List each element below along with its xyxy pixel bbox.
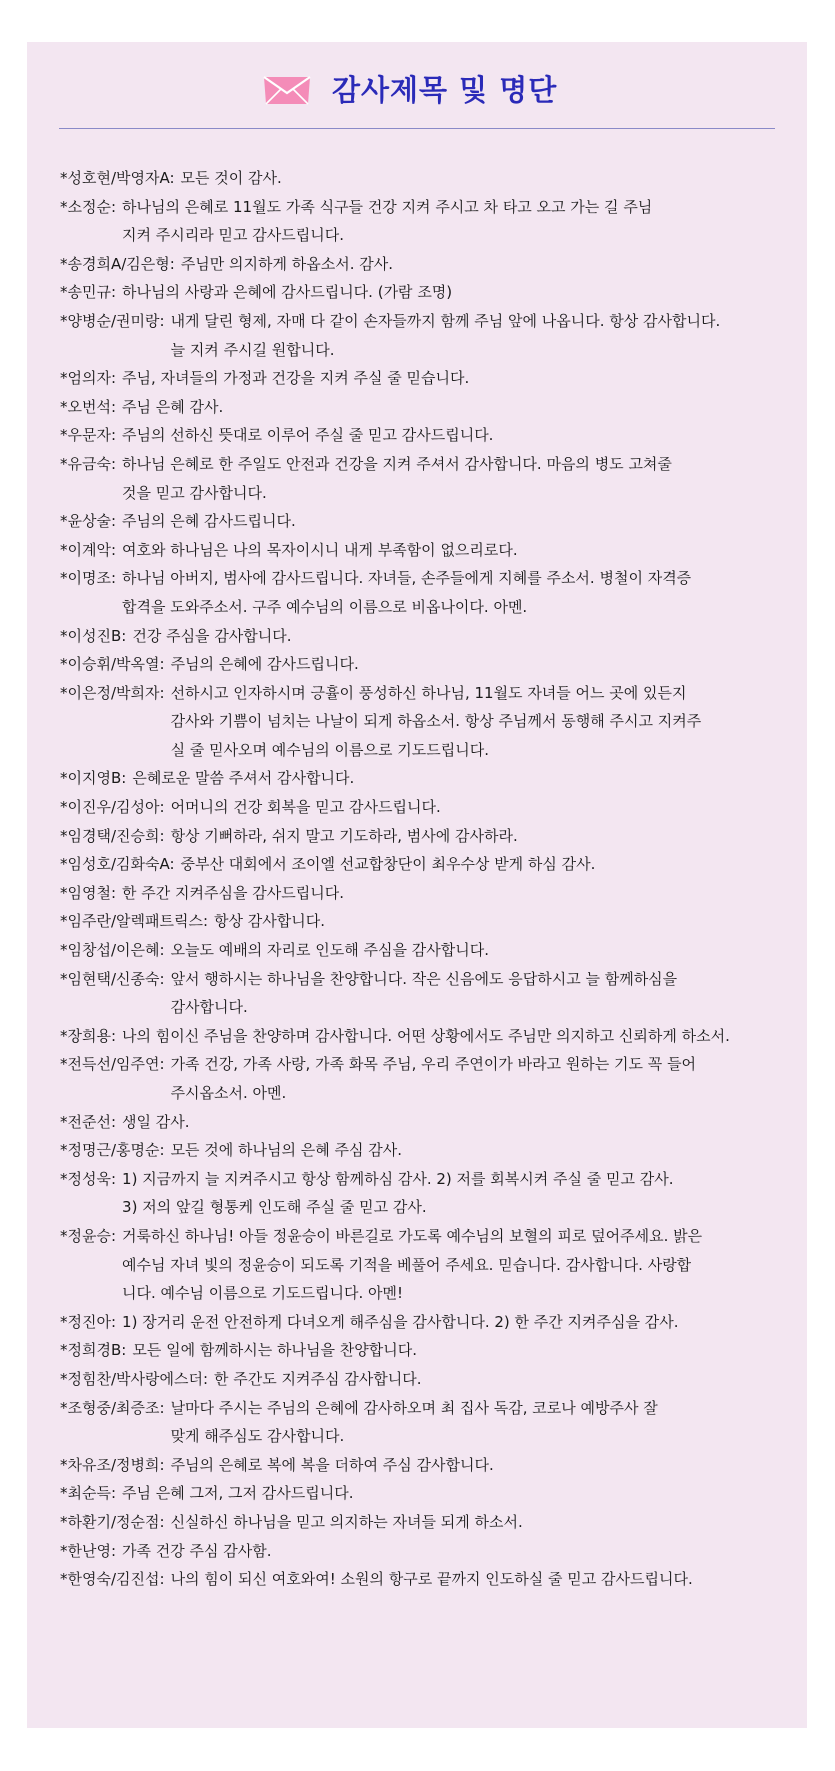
entry-name: *전득선/임주연: bbox=[60, 1055, 165, 1074]
entry-text: 하나님의 사랑과 은혜에 감사드립니다. (가람 조명) bbox=[122, 283, 453, 302]
entry-text: 앞서 행하시는 하나님을 찬양합니다. 작은 신음에도 응답하시고 늘 함께하심을 bbox=[170, 969, 678, 988]
list-item bbox=[60, 278, 776, 307]
entry-text: 합격을 도와주소서. 구주 예수님의 이름으로 비옵나이다. 아멘. bbox=[122, 597, 528, 616]
entry-name: *장희용: bbox=[60, 1026, 117, 1045]
list-item bbox=[60, 1136, 776, 1165]
entry-name: *이은정/박희자: bbox=[60, 683, 165, 702]
entry-text: 나의 힘이 되신 여호와여! 소원의 항구로 끝까지 인도하실 줄 믿고 감사드립니다. bbox=[170, 1570, 693, 1589]
entry-text: 내게 달린 형제, 자매 다 같이 손자들까지 함께 주님 앞에 나옵니다. 항상 감사합니다. bbox=[170, 311, 721, 330]
entry-name: *송경희A/김은형: bbox=[60, 254, 175, 273]
entry-text: 주님 은혜 감사. bbox=[122, 397, 224, 416]
entry-name: *이계악: bbox=[60, 540, 117, 559]
list-item bbox=[60, 307, 776, 364]
entry-text: 여호와 하나님은 나의 목자이시니 내게 부족함이 없으리로다. bbox=[122, 540, 518, 559]
entry-text: 실 줄 믿사오며 예수님의 이름으로 기도드립니다. bbox=[170, 740, 489, 759]
list-item bbox=[60, 822, 776, 851]
entry-text: 3) 저의 앞길 형통케 인도해 주실 줄 믿고 감사. bbox=[122, 1198, 427, 1217]
entry-name: *정진아: bbox=[60, 1312, 117, 1331]
entry-text: 1) 지금까지 늘 지켜주시고 항상 함께하심 감사. 2) 저를 회복시켜 주실 줄 믿고 감사. bbox=[122, 1169, 674, 1188]
entry-name: *정명근/홍명순: bbox=[60, 1141, 165, 1160]
entry-name: *윤상술: bbox=[60, 512, 117, 531]
entry-name: *정힘찬/박사랑에스더: bbox=[60, 1369, 209, 1388]
entry-name: *임영철: bbox=[60, 883, 117, 902]
list-item bbox=[60, 250, 776, 279]
list-item bbox=[60, 850, 776, 879]
list-item bbox=[60, 1165, 776, 1222]
entry-text: 1) 장거리 운전 안전하게 다녀오게 해주심을 감사합니다. 2) 한 주간 지켜주심을 감사. bbox=[122, 1312, 679, 1331]
list-item bbox=[60, 936, 776, 965]
entry-name: *엄의자: bbox=[60, 369, 117, 388]
list-item bbox=[60, 1365, 776, 1394]
list-item bbox=[60, 1394, 776, 1451]
entry-text: 것을 믿고 감사합니다. bbox=[122, 483, 267, 502]
list-item bbox=[60, 1308, 776, 1337]
entry-name: *정희경B: bbox=[60, 1341, 127, 1360]
entry-text: 지켜 주시리라 믿고 감사드립니다. bbox=[122, 226, 344, 245]
title-divider bbox=[59, 128, 775, 129]
list-item bbox=[60, 393, 776, 422]
entry-text: 가족 건강, 가족 사랑, 가족 화목 주님, 우리 주연이가 바라고 원하는 기도 꼭 들어 bbox=[170, 1055, 697, 1074]
entry-name: *유금숙: bbox=[60, 454, 117, 473]
list-item bbox=[60, 1479, 776, 1508]
list-item bbox=[60, 1336, 776, 1365]
entry-name: *전준선: bbox=[60, 1112, 117, 1131]
entry-text: 주님, 자녀들의 가정과 건강을 지켜 주실 줄 믿습니다. bbox=[122, 369, 470, 388]
entry-text: 어머니의 건강 회복을 믿고 감사드립니다. bbox=[170, 798, 441, 817]
entry-text: 선하시고 인자하시며 긍휼이 풍성하신 하나님, 11월도 자녀들 어느 곳에 있든지 bbox=[170, 683, 687, 702]
entry-text: 맞게 해주심도 감사합니다. bbox=[170, 1427, 345, 1446]
entry-text: 주님의 은혜에 감사드립니다. bbox=[170, 655, 359, 674]
entry-text: 주님의 은혜로 복에 복을 더하여 주심 감사합니다. bbox=[170, 1455, 494, 1474]
entry-text: 항상 기뻐하라, 쉬지 말고 기도하라, 범사에 감사하라. bbox=[170, 826, 518, 845]
entry-text: 하나님 아버지, 범사에 감사드립니다. 자녀들, 손주들에게 지혜를 주소서. 병철이 자격증 bbox=[122, 569, 692, 588]
entry-text: 하나님 은혜로 한 주일도 안전과 건강을 지켜 주셔서 감사합니다. 마음의 병도 고쳐줄 bbox=[122, 454, 672, 473]
entry-text: 가족 건강 주심 감사함. bbox=[122, 1541, 272, 1560]
list-item bbox=[60, 507, 776, 536]
entry-text: 주님 은혜 그저, 그저 감사드립니다. bbox=[122, 1484, 354, 1503]
list-item bbox=[60, 1050, 776, 1107]
content-panel bbox=[27, 42, 807, 1728]
entry-text: 주님만 의지하게 하옵소서. 감사. bbox=[180, 254, 394, 273]
entry-name: *이승휘/박옥열: bbox=[60, 655, 165, 674]
entry-text: 주님의 선하신 뜻대로 이루어 주실 줄 믿고 감사드립니다. bbox=[122, 426, 494, 445]
list-item bbox=[60, 536, 776, 565]
entry-text: 항상 감사합니다. bbox=[214, 912, 325, 931]
entry-text: 모든 일에 함께하시는 하나님을 찬양합니다. bbox=[132, 1341, 417, 1360]
list-item bbox=[60, 907, 776, 936]
list-item bbox=[60, 622, 776, 651]
list-item bbox=[60, 650, 776, 679]
entry-name: *송민규: bbox=[60, 283, 117, 302]
entry-name: *최순득: bbox=[60, 1484, 117, 1503]
entry-name: *정윤승: bbox=[60, 1226, 117, 1245]
entry-text: 건강 주심을 감사합니다. bbox=[132, 626, 292, 645]
entry-text: 날마다 주시는 주님의 은혜에 감사하오며 최 집사 독감, 코로나 예방주사 잘 bbox=[170, 1398, 658, 1417]
entry-name: *이지영B: bbox=[60, 769, 127, 788]
entry-name: *임성호/김화숙A: bbox=[60, 855, 175, 874]
entry-name: *정성욱: bbox=[60, 1169, 117, 1188]
entry-text: 신실하신 하나님을 믿고 의지하는 자녀들 되게 하소서. bbox=[170, 1512, 523, 1531]
entry-name: *임경택/진승희: bbox=[60, 826, 165, 845]
list-item bbox=[60, 193, 776, 250]
entry-text: 예수님 자녀 빛의 정윤승이 되도록 기적을 베풀어 주세요. 믿습니다. 감사합니다. 사랑합 bbox=[122, 1255, 692, 1274]
entry-text: 주시옵소서. 아멘. bbox=[170, 1084, 287, 1102]
entry-text: 거룩하신 하나님! 아들 정윤승이 바른길로 가도록 예수님의 보혈의 피로 덮어주세요. 밝은 bbox=[122, 1226, 703, 1245]
list-item bbox=[60, 450, 776, 507]
entry-text: 한 주간도 지켜주심 감사합니다. bbox=[214, 1369, 422, 1388]
entry-name: *조형중/최증조: bbox=[60, 1398, 165, 1417]
entry-text: 주님의 은혜 감사드립니다. bbox=[122, 512, 296, 531]
entry-text: 니다. 예수님 이름으로 기도드립니다. 아멘! bbox=[122, 1284, 403, 1303]
entry-text: 모든 것에 하나님의 은혜 주심 감사. bbox=[170, 1141, 403, 1160]
entry-text: 생일 감사. bbox=[122, 1112, 190, 1131]
entry-name: *우문자: bbox=[60, 426, 117, 445]
entry-name: *성호현/박영자A: bbox=[60, 169, 175, 187]
page-title: 감사제목 및 명단 bbox=[332, 73, 558, 107]
entry-text: 한 주간 지켜주심을 감사드립니다. bbox=[122, 883, 344, 902]
list-item bbox=[60, 764, 776, 793]
entry-name: *이진우/김성아: bbox=[60, 798, 165, 817]
list-item bbox=[60, 793, 776, 822]
entry-name: *한영숙/김진섭: bbox=[60, 1570, 165, 1589]
list-item bbox=[60, 965, 776, 1022]
entry-name: *이성진B: bbox=[60, 626, 127, 645]
entry-name: *차유조/정병희: bbox=[60, 1455, 165, 1474]
entry-text: 감사합니다. bbox=[170, 998, 248, 1017]
entry-text: 모든 것이 감사. bbox=[180, 169, 282, 187]
entry-name: *임창섭/이은혜: bbox=[60, 941, 165, 960]
list-item bbox=[60, 1222, 776, 1308]
list-item bbox=[60, 1022, 776, 1051]
list-item bbox=[60, 421, 776, 450]
entry-name: *이명조: bbox=[60, 569, 117, 588]
entry-text: 감사와 기쁨이 넘치는 나날이 되게 하옵소서. 항상 주님께서 동행해 주시고 지켜주 bbox=[170, 712, 702, 731]
thanks-list bbox=[60, 164, 776, 1594]
entry-text: 하나님의 은혜로 11월도 가족 식구들 건강 지켜 주시고 차 타고 오고 가는 길 주님 bbox=[122, 197, 653, 216]
list-item bbox=[60, 364, 776, 393]
entry-text: 나의 힘이신 주님을 찬양하며 감사합니다. 어떤 상황에서도 주님만 의지하고 신뢰하게 하소서. bbox=[122, 1026, 730, 1045]
header bbox=[27, 60, 807, 120]
entry-name: *오번석: bbox=[60, 397, 117, 416]
list-item bbox=[60, 1108, 776, 1137]
entry-name: *양병순/권미랑: bbox=[60, 311, 165, 330]
list-item bbox=[60, 1451, 776, 1480]
list-item bbox=[60, 1537, 776, 1566]
entry-name: *하환기/정순점: bbox=[60, 1512, 165, 1531]
entry-name: *임주란/알렉패트릭스: bbox=[60, 912, 209, 931]
entry-name: *임현택/신종숙: bbox=[60, 969, 165, 988]
entry-name: *소정순: bbox=[60, 197, 117, 216]
entry-name: *한난영: bbox=[60, 1541, 117, 1560]
envelope-icon bbox=[262, 74, 312, 106]
entry-text: 은혜로운 말씀 주셔서 감사합니다. bbox=[132, 769, 355, 788]
list-item bbox=[60, 879, 776, 908]
entry-text: 오늘도 예배의 자리로 인도해 주심을 감사합니다. bbox=[170, 941, 489, 960]
list-item bbox=[60, 1565, 776, 1594]
list-item bbox=[60, 164, 776, 193]
list-item bbox=[60, 564, 776, 621]
list-item bbox=[60, 679, 776, 765]
entry-text: 늘 지켜 주시길 원합니다. bbox=[170, 340, 335, 359]
list-item bbox=[60, 1508, 776, 1537]
entry-text: 중부산 대회에서 조이엘 선교합창단이 최우수상 받게 하심 감사. bbox=[180, 855, 596, 874]
